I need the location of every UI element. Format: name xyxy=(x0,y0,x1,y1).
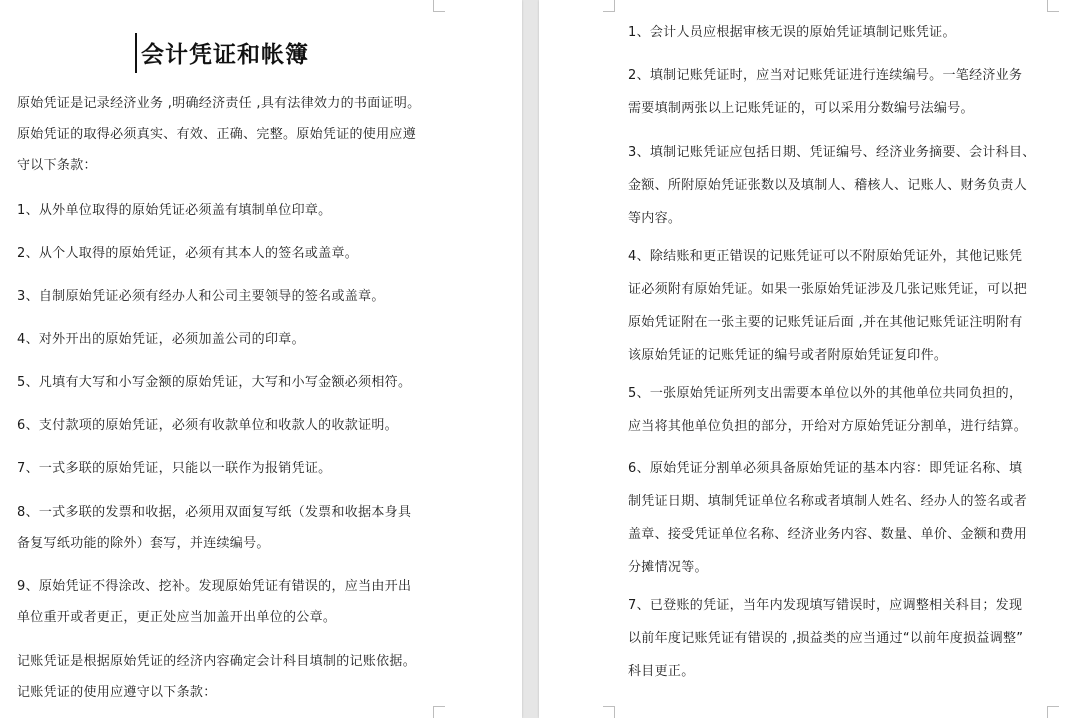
text-line: 等内容。 xyxy=(628,211,682,226)
text-line: 应当将其他单位负担的部分，开给对方原始凭证分割单，进行结算。 xyxy=(628,419,1028,434)
text-line: 5、一张原始凭证所列支出需要本单位以外的其他单位共同负担的， xyxy=(628,386,1023,401)
text-line: 证必须附有原始凭证。如果一张原始凭证涉及几张记账凭证，可以把 xyxy=(628,282,1028,297)
page-corner-mark xyxy=(1047,706,1059,718)
list-item[interactable] xyxy=(17,324,305,355)
list-item[interactable] xyxy=(628,136,1036,235)
text-line: 盖章、接受凭证单位名称、经济业务内容、数量、单价、金额和费用 xyxy=(628,527,1028,542)
page-corner-mark xyxy=(603,706,615,718)
text-line: 1、从外单位取得的原始凭证必须盖有填制单位印章。 xyxy=(17,203,332,218)
text-line: 制凭证日期、填制凭证单位名称或者填制人姓名、经办人的签名或者 xyxy=(628,494,1028,509)
text-line: 金额、所附原始凭证张数以及填制人、稽核人、记账人、财务负责人 xyxy=(628,178,1028,193)
text-line: 备复写纸功能的除外）套写，并连续编号。 xyxy=(17,536,270,551)
page-corner-mark xyxy=(433,0,445,12)
text-line: 记账凭证的使用应遵守以下条款： xyxy=(17,685,217,700)
list-item[interactable] xyxy=(628,589,1023,688)
text-line: 7、已登账的凭证，当年内发现填写错误时，应调整相关科目；发现 xyxy=(628,598,1023,613)
text-line: 守以下条款： xyxy=(17,158,97,173)
text-line: 分摊情况等。 xyxy=(628,560,708,575)
text-line: 原始凭证附在一张主要的记账凭证后面 ,并在其他记账凭证注明附有 xyxy=(628,315,1023,330)
list-item[interactable] xyxy=(17,238,358,269)
list-item[interactable] xyxy=(17,281,385,312)
text-line: 2、从个人取得的原始凭证，必须有其本人的签名或盖章。 xyxy=(17,246,359,261)
text-line: 原始凭证是记录经济业务 ,明确经济责任 ,具有法律效力的书面证明。 xyxy=(17,96,421,111)
list-item[interactable] xyxy=(17,195,331,226)
document-page-right xyxy=(539,0,1078,718)
text-line: 9、原始凭证不得涂改、挖补。发现原始凭证有错误的，应当由开出 xyxy=(17,579,412,594)
text-line: 需要填制两张以上记账凭证的，可以采用分数编号法编号。 xyxy=(628,101,974,116)
text-line: 2、填制记账凭证时，应当对记账凭证进行连续编号。一笔经济业务 xyxy=(628,68,1023,83)
text-line: 科目更正。 xyxy=(628,664,695,679)
document-page-left xyxy=(0,0,522,718)
text-line: 原始凭证的取得必须真实、有效、正确、完整。原始凭证的使用应遵 xyxy=(17,127,417,142)
text-line: 4、除结账和更正错误的记账凭证可以不附原始凭证外，其他记账凭 xyxy=(628,249,1023,264)
text-line: 6、支付款项的原始凭证，必须有收款单位和收款人的收款证明。 xyxy=(17,418,398,433)
text-line: 以前年度记账凭证有错误的 ,损益类的应当通过“以前年度损益调整” xyxy=(628,631,1024,646)
text-line: 6、原始凭证分割单必须具备原始凭证的基本内容：即凭证名称、填 xyxy=(628,461,1023,476)
list-item[interactable] xyxy=(628,377,1027,443)
page-corner-mark xyxy=(433,706,445,718)
text-line: 5、凡填有大写和小写金额的原始凭证，大写和小写金额必须相符。 xyxy=(17,375,412,390)
text-line: 4、对外开出的原始凭证，必须加盖公司的印章。 xyxy=(17,332,305,347)
list-item[interactable] xyxy=(628,59,1022,125)
outro-paragraph[interactable] xyxy=(17,646,416,708)
text-line: 7、一式多联的原始凭证，只能以一联作为报销凭证。 xyxy=(17,461,332,476)
intro-paragraph[interactable] xyxy=(17,88,420,181)
text-line: 该原始凭证的记账凭证的编号或者附原始凭证复印件。 xyxy=(628,348,948,363)
list-item[interactable] xyxy=(628,452,1027,584)
text-line: 8、一式多联的发票和收据，必须用双面复写纸（发票和收据本身具 xyxy=(17,505,412,520)
list-item[interactable] xyxy=(17,497,411,559)
text-line: 3、自制原始凭证必须有经办人和公司主要领导的签名或盖章。 xyxy=(17,289,385,304)
list-item[interactable] xyxy=(17,571,411,633)
text-line: 3、填制记账凭证应包括日期、凭证编号、经济业务摘要、会计科目、 xyxy=(628,145,1036,160)
document-title[interactable]: 会计凭证和帐簿 xyxy=(141,42,309,68)
text-line: 单位重开或者更正，更正处应当加盖开出单位的公章。 xyxy=(17,610,337,625)
text-line: 1、会计人员应根据审核无误的原始凭证填制记账凭证。 xyxy=(628,25,956,40)
list-item[interactable] xyxy=(628,16,956,49)
list-item[interactable] xyxy=(628,240,1027,372)
text-line: 记账凭证是根据原始凭证的经济内容确定会计科目填制的记账依据。 xyxy=(17,654,417,669)
page-corner-mark xyxy=(1047,0,1059,12)
list-item[interactable] xyxy=(17,367,411,398)
list-item[interactable] xyxy=(17,410,398,441)
list-item[interactable] xyxy=(17,453,331,484)
page-corner-mark xyxy=(603,0,615,12)
